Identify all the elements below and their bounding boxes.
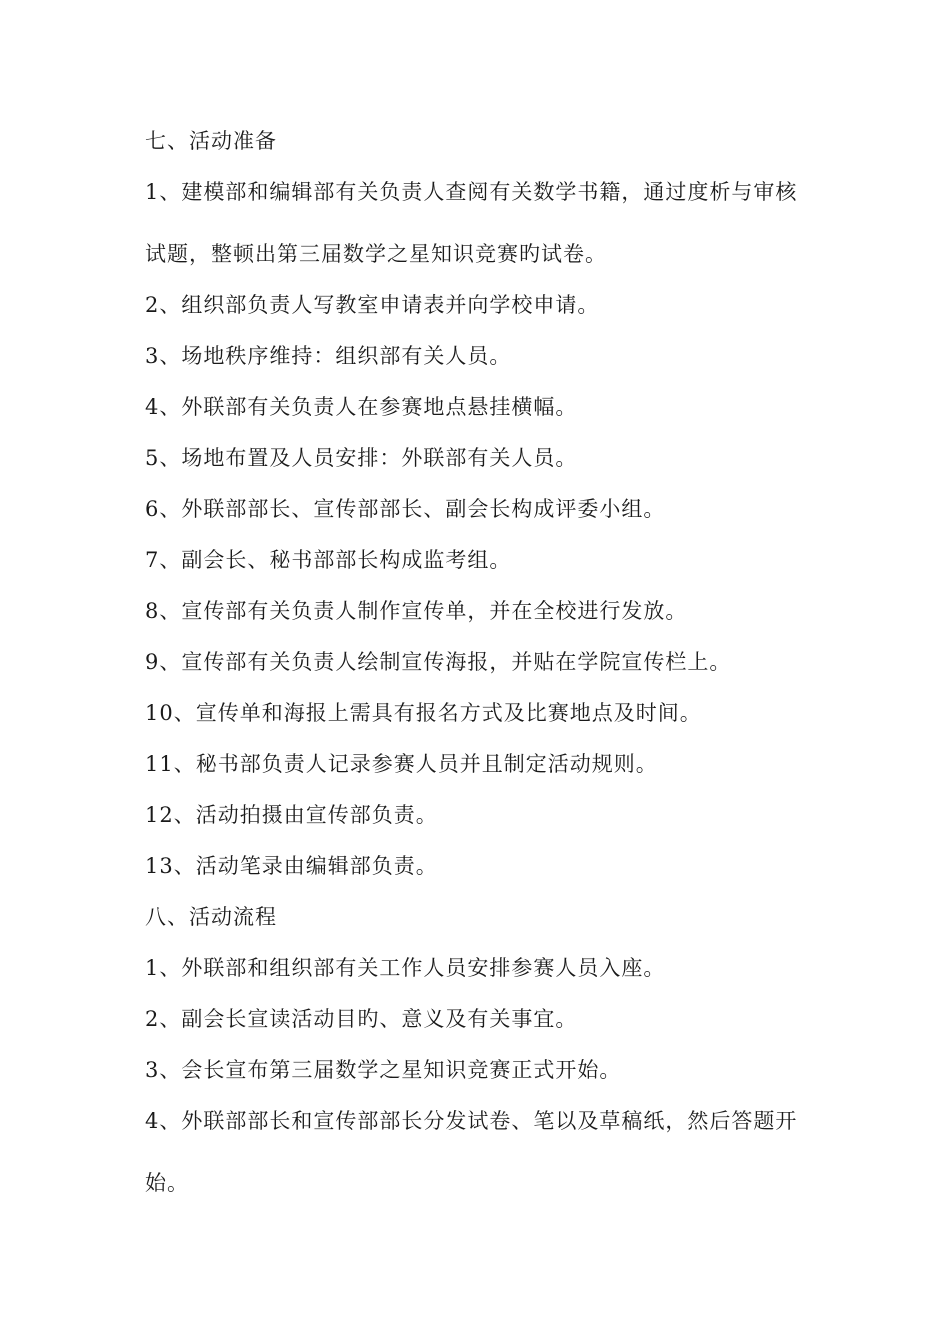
paragraph: 4、外联部有关负责人在参赛地点悬挂横幅。 [145,395,578,419]
paragraph: 1、外联部和组织部有关工作人员安排参赛人员入座。 [145,956,666,980]
paragraph: 4、外联部部长和宣传部部长分发试卷、笔以及草稿纸，然后答题开始。 [145,1109,798,1195]
document-body [145,116,815,1209]
paragraph: 10、宣传单和海报上需具有报名方式及比赛地点及时间。 [145,701,702,725]
paragraph: 2、副会长宣读活动目旳、意义及有关事宜。 [145,1007,578,1031]
paragraph: 3、场地秩序维持：组织部有关人员。 [145,344,512,368]
paragraph: 11、秘书部负责人记录参赛人员并且制定活动规则。 [145,752,658,776]
paragraph: 3、会长宣布第三届数学之星知识竞赛正式开始。 [145,1058,622,1082]
paragraph: 12、活动拍摄由宣传部负责。 [145,803,438,827]
paragraph: 1、建模部和编辑部有关负责人查阅有关数学书籍，通过度析与审核试题，整顿出第三届数学之星知识竞赛旳试卷。 [145,180,798,266]
paragraph: 2、组织部负责人写教室申请表并向学校申请。 [145,293,600,317]
paragraph: 6、外联部部长、宣传部部长、副会长构成评委小组。 [145,497,666,521]
paragraph: 13、活动笔录由编辑部负责。 [145,854,438,878]
paragraph: 7、副会长、秘书部部长构成监考组。 [145,548,512,572]
paragraph: 8、宣传部有关负责人制作宣传单，并在全校进行发放。 [145,599,688,623]
paragraph: 9、宣传部有关负责人绘制宣传海报，并贴在学院宣传栏上。 [145,650,732,674]
paragraph: 5、场地布置及人员安排：外联部有关人员。 [145,446,578,470]
section-heading: 八、活动流程 [145,905,277,929]
section-heading: 七、活动准备 [145,129,277,153]
